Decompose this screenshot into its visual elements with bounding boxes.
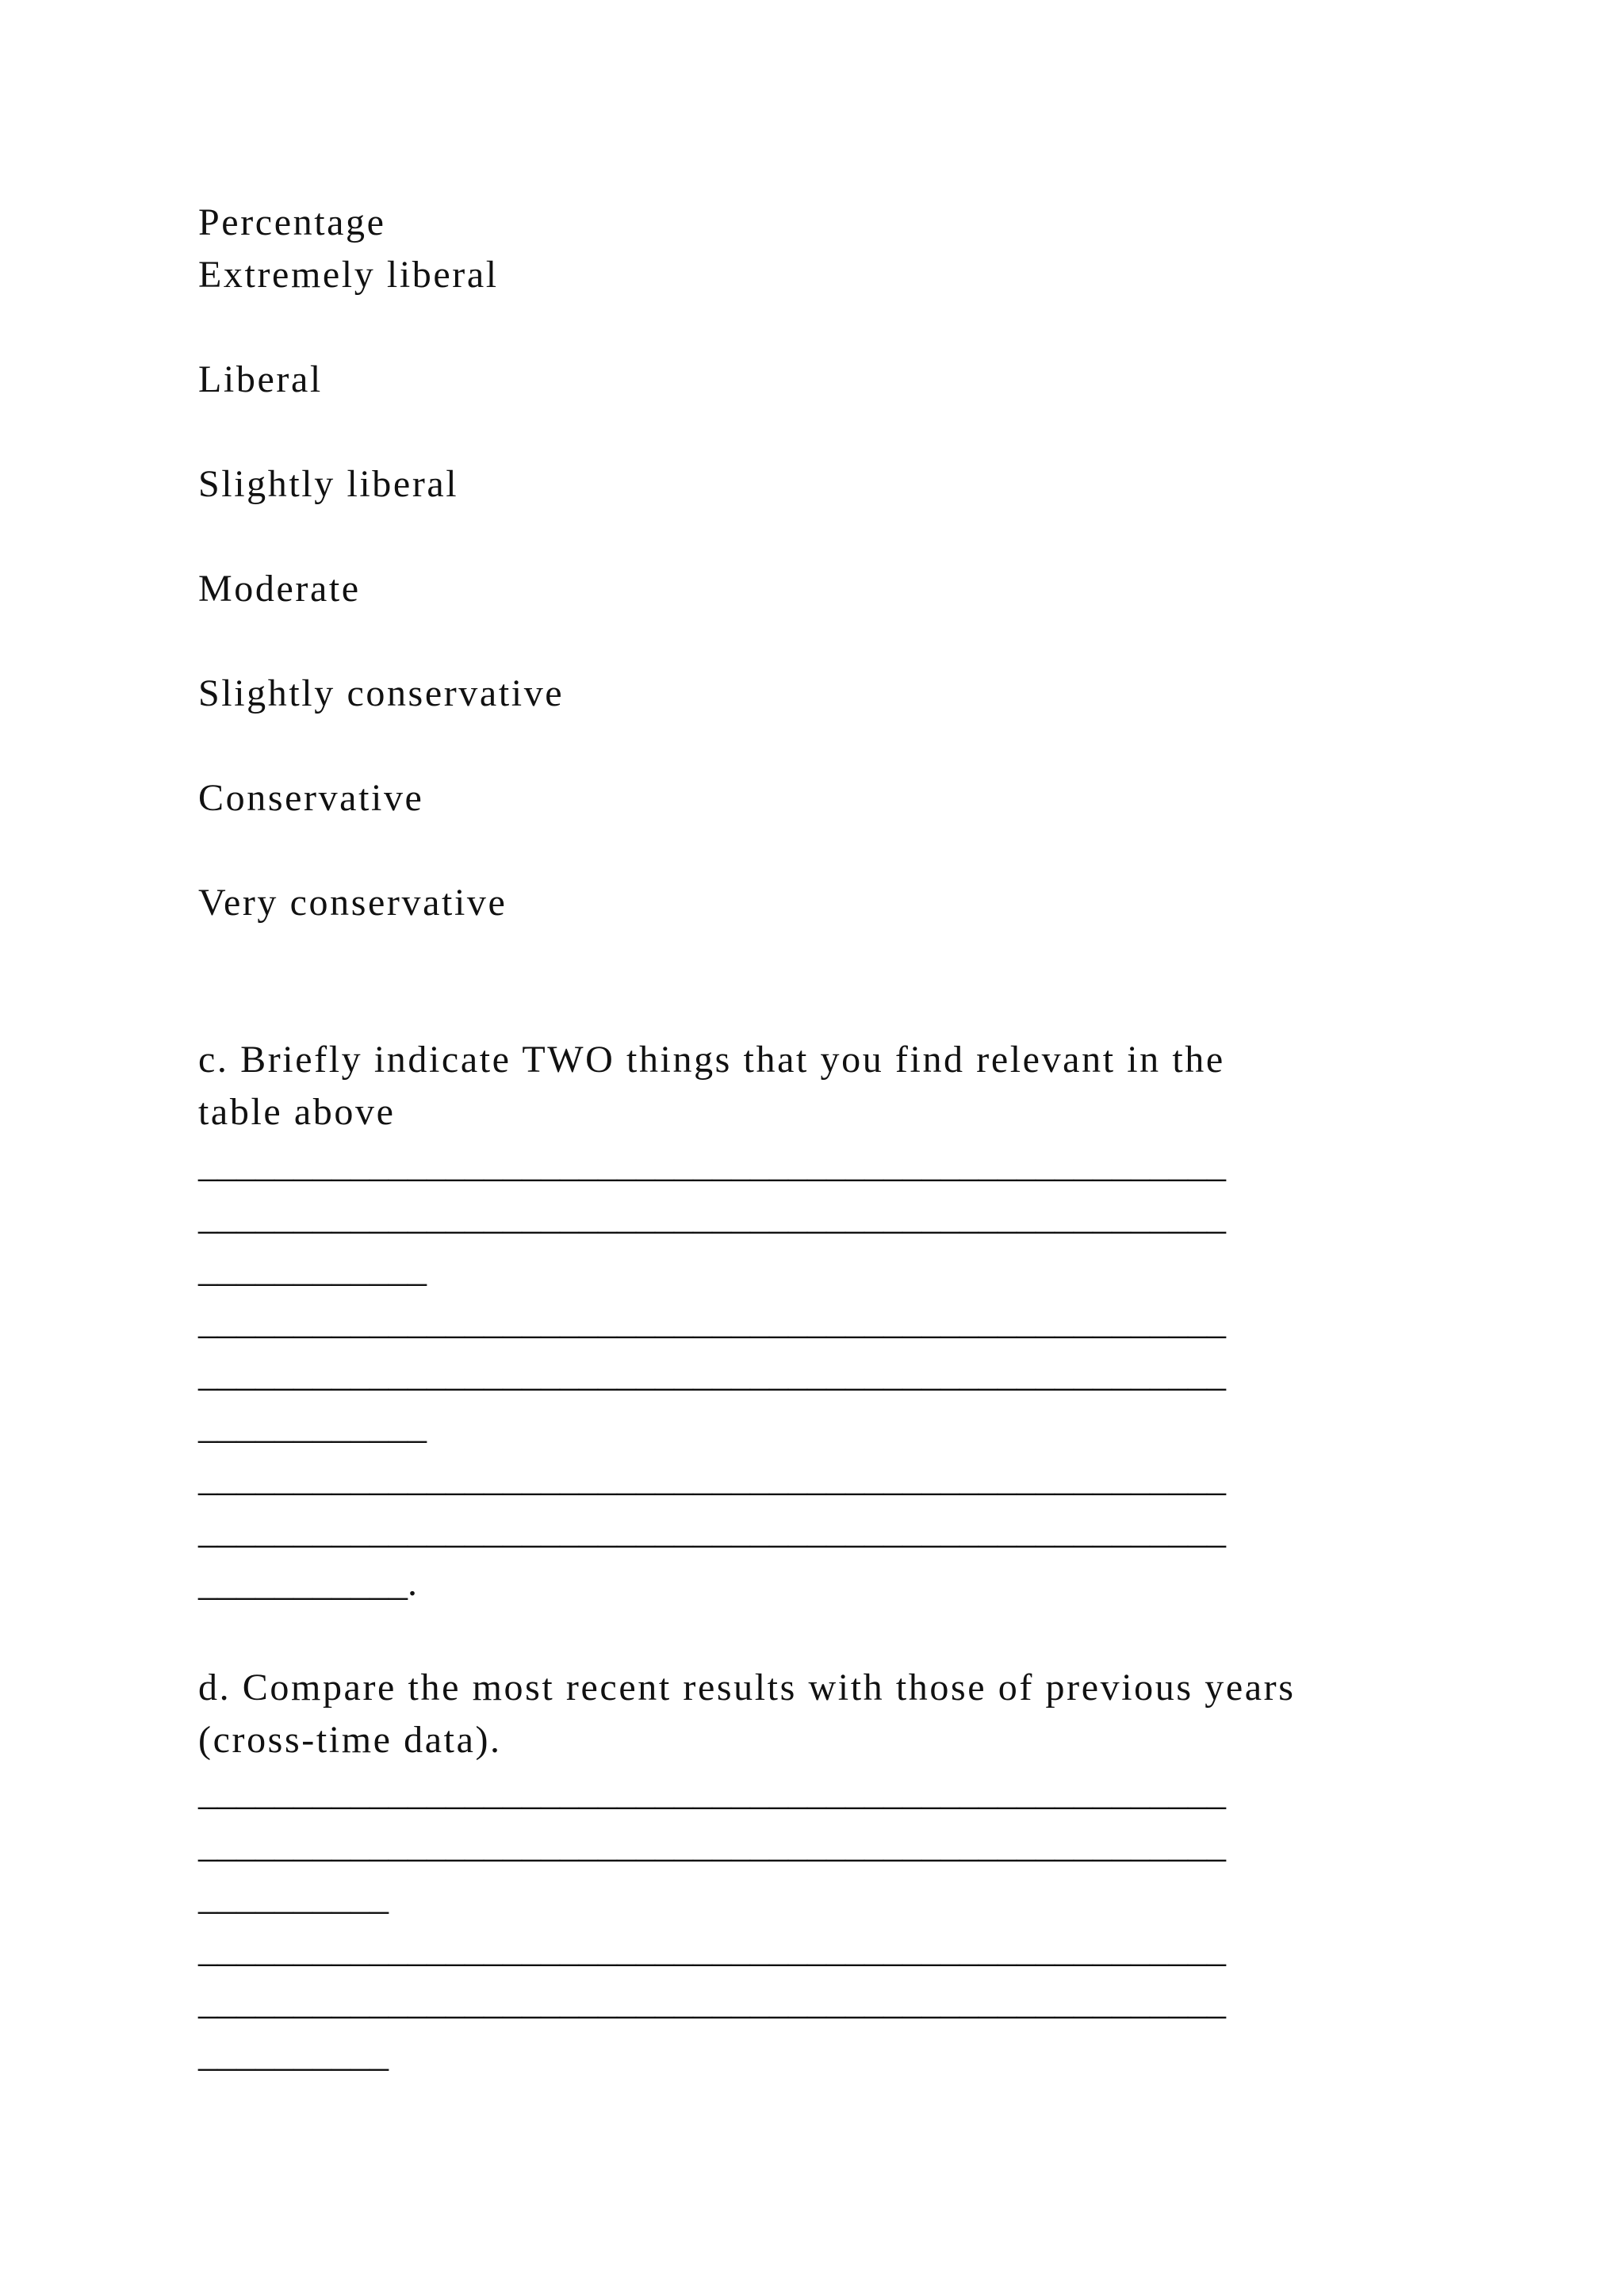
answer-blank-line: __________ xyxy=(198,2033,389,2075)
answer-blank-line: ______________________________________________________ xyxy=(198,1928,1226,1970)
answer-blank-line: ______________________________________________________ xyxy=(198,1771,1226,1813)
table-row-label: Liberal xyxy=(198,358,323,400)
table-row-label: Extremely liberal xyxy=(198,254,499,296)
answer-blank-line: ______________________________________________________ xyxy=(198,1353,1226,1395)
answer-blank-line: ___________. xyxy=(198,1562,417,1604)
question-d-prompt-cont: (cross-time data). xyxy=(198,1719,502,1761)
answer-blank-line: ______________________________________________________ xyxy=(198,1510,1226,1552)
answer-blank-line: ______________________________________________________ xyxy=(198,1980,1226,2022)
table-row-label: Moderate xyxy=(198,568,361,610)
question-c-prompt: c. Briefly indicate TWO things that you find relevant in the xyxy=(198,1039,1225,1081)
table-row-label: Conservative xyxy=(198,777,424,819)
answer-blank-line: ______________________________________________________ xyxy=(198,1196,1226,1238)
answer-blank-line: ______________________________________________________ xyxy=(198,1457,1226,1499)
table-row-label: Slightly conservative xyxy=(198,672,565,714)
answer-blank-line: ____________ xyxy=(198,1405,427,1447)
table-row-label: Slightly liberal xyxy=(198,463,459,505)
table-header-percentage: Percentage xyxy=(198,201,386,243)
answer-blank-line: ____________ xyxy=(198,1248,427,1290)
answer-blank-line: ______________________________________________________ xyxy=(198,1300,1226,1342)
table-row-label: Very conservative xyxy=(198,882,508,924)
question-c-prompt-cont: table above xyxy=(198,1091,396,1133)
question-d-prompt: d. Compare the most recent results with those of previous years xyxy=(198,1667,1296,1709)
answer-blank-line: ______________________________________________________ xyxy=(198,1823,1226,1866)
answer-blank-line: __________ xyxy=(198,1876,389,1918)
answer-blank-line: ______________________________________________________ xyxy=(198,1143,1226,1185)
